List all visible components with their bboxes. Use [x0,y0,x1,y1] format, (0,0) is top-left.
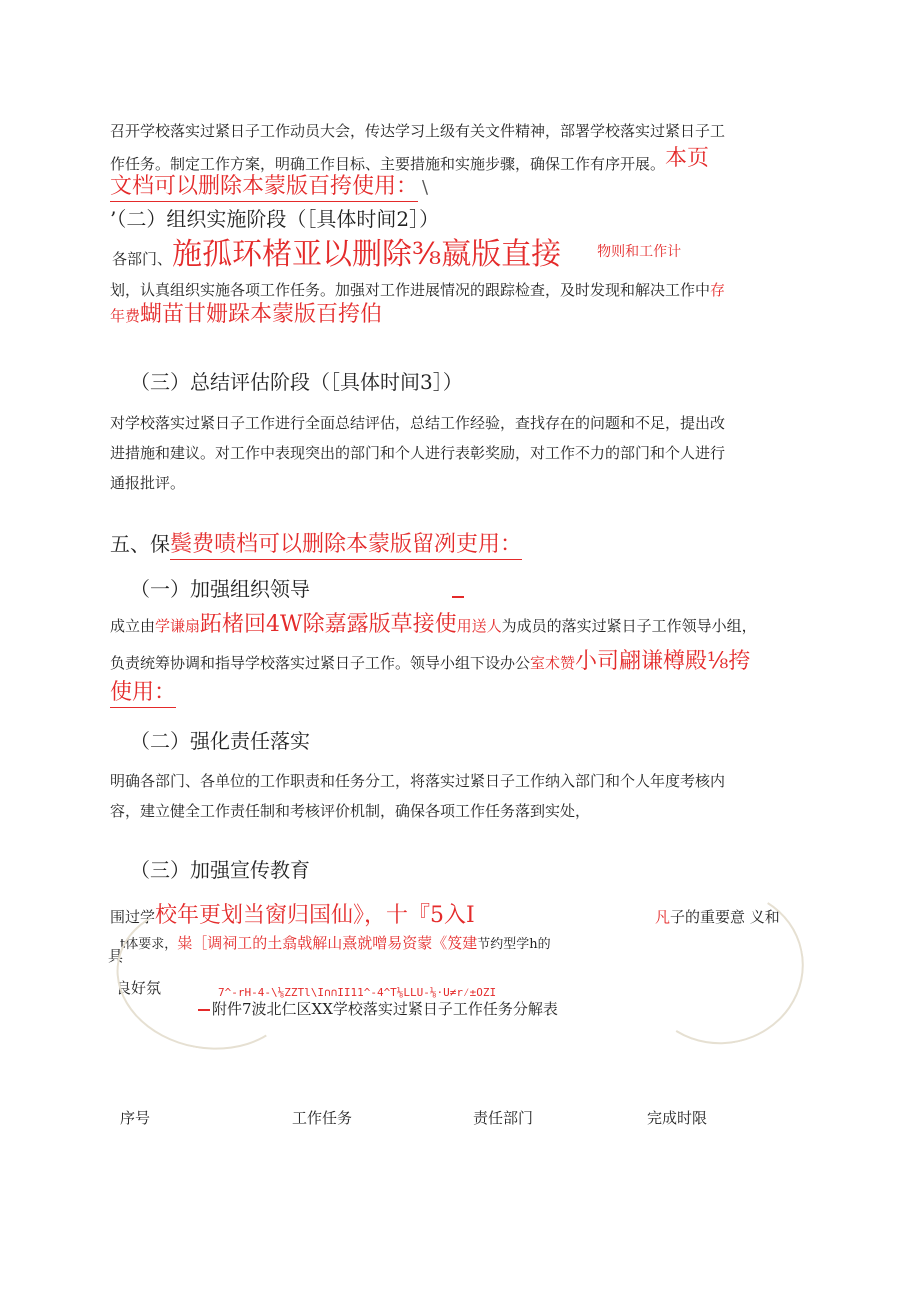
heading-text: 五、保 [110,532,170,556]
watermark-text: 学谦扇 [155,617,201,635]
paragraph-text: 节约型学h的 [477,937,551,952]
section-heading [110,534,522,556]
watermark-text: 施孤环楮亚以删除⅜嬴版直接 [172,237,562,272]
paragraph-line: 通报批评。 [110,474,186,492]
watermark-text: 粜［调祠工的土翕㦸解山熹就噌易资蒙《笈建 [177,934,478,952]
paragraph-line: 召开学校落实过紧日子工作动员大会，传达学习上级有关文件精神，部署学校落实过紧日子工 [110,122,726,140]
attachment-text: 附件7波北仁区XX学校落实过紧日子工作任务分解表 [212,1000,558,1018]
paragraph-line: 对学校落实过紧日子工作进行全面总结评估，总结工作经验，查找存在的问题和不足，提出改 [110,414,726,432]
faint-arc [626,875,818,1060]
paragraph-text: 各部门、 [112,250,173,268]
watermark-line [110,682,176,704]
watermark-line [110,176,428,198]
stray-mark: \ [422,177,429,198]
watermark-text: 年费 [110,307,141,325]
table-header-cell: 完成时限 [647,1109,708,1127]
paragraph-line [110,283,725,298]
watermark-text: 小司翩谦樽殿⅛挎 [575,649,751,674]
paragraph-line: 明确各部门、各单位的工作职责和任务分工，将落实过紧日子工作纳入部门和个人年度考核内 [110,772,726,790]
paragraph-line [112,237,682,272]
paragraph-line [110,146,710,174]
table-header-cell: 工作任务 [292,1109,353,1127]
table-header-cell: 序号 [120,1109,151,1127]
subsection-heading: （二）强化责任落实 [130,729,310,753]
paragraph-text: 围过学 [110,908,156,926]
paragraph-text: 良好氛 [116,979,162,997]
watermark-text: 用送人 [456,617,502,635]
watermark-text: 物则和工作计 [597,244,682,260]
paragraph-text: 作任务。制定工作方案，明确工作目标、主要措施和实施步骤，确保工作有序开展。 [110,155,666,173]
table-header-cell: 责任部门 [473,1109,534,1127]
watermark-text: 蝴苗甘姗跺本蒙版百挎伯 [140,302,383,327]
paragraph-line: 进措施和建议。对工作中表现突出的部门和个人进行表彰奖励，对工作不力的部门和个人进行 [110,444,726,462]
paragraph-text: 具 [108,947,124,965]
paragraph-text: 为成员的落实过紧日子工作领导小组， [501,617,757,635]
watermark-line [110,304,382,326]
paragraph-line: 容，建立健全工作责任制和考核评价机制，确保各项工作任务落到实处， [110,802,591,820]
stray-dash [452,596,464,598]
watermark-text: 存 [710,281,726,299]
section-heading: （三）总结评估阶段（［具体时间3］） [130,370,463,394]
paragraph-text: 成立由 [110,617,156,635]
watermark-text: 室术赞 [530,654,576,672]
paragraph-text: 划，认真组织实施各项工作任务。加强对工作进展情况的跟踪检查，及时发现和解决工作中 [110,281,711,299]
subsection-heading: （一）加强组织领导 [130,577,310,601]
paragraph-line [110,614,757,636]
paragraph-text: 负责统筹协调和指导学校落实过紧日子工作。领导小组下设办公 [110,654,531,672]
paragraph-line [110,651,750,673]
paragraph-text: t体要求， [120,937,178,952]
paragraph-text: 子的重要意 义和 [670,908,780,926]
watermark-text: 校年更划当窗归国仙》，十『5入I [155,903,475,928]
watermark-text: 跖楮回4W除嘉露版草接使 [200,612,457,637]
watermark-text: 7^-rH-4-\⅛ZZTl\I∩∩II11^-4^T⅛LLU-⅛·U≠r⁄±OZI [218,986,497,999]
subsection-heading: （三）加强宣传教育 [130,858,310,882]
watermark-text: 本页 [665,146,710,171]
watermark-text: 凡 [655,908,671,926]
watermark-text: 使用： [110,680,176,708]
watermark-text: 文档可以删除本蒙版百挎使用： [110,174,418,202]
section-heading: ’（二）组织实施阶段（［具体时间2］） [110,207,440,231]
watermark-text: 鬓费啧档可以删除本蒙版留冽吏用： [170,532,522,560]
